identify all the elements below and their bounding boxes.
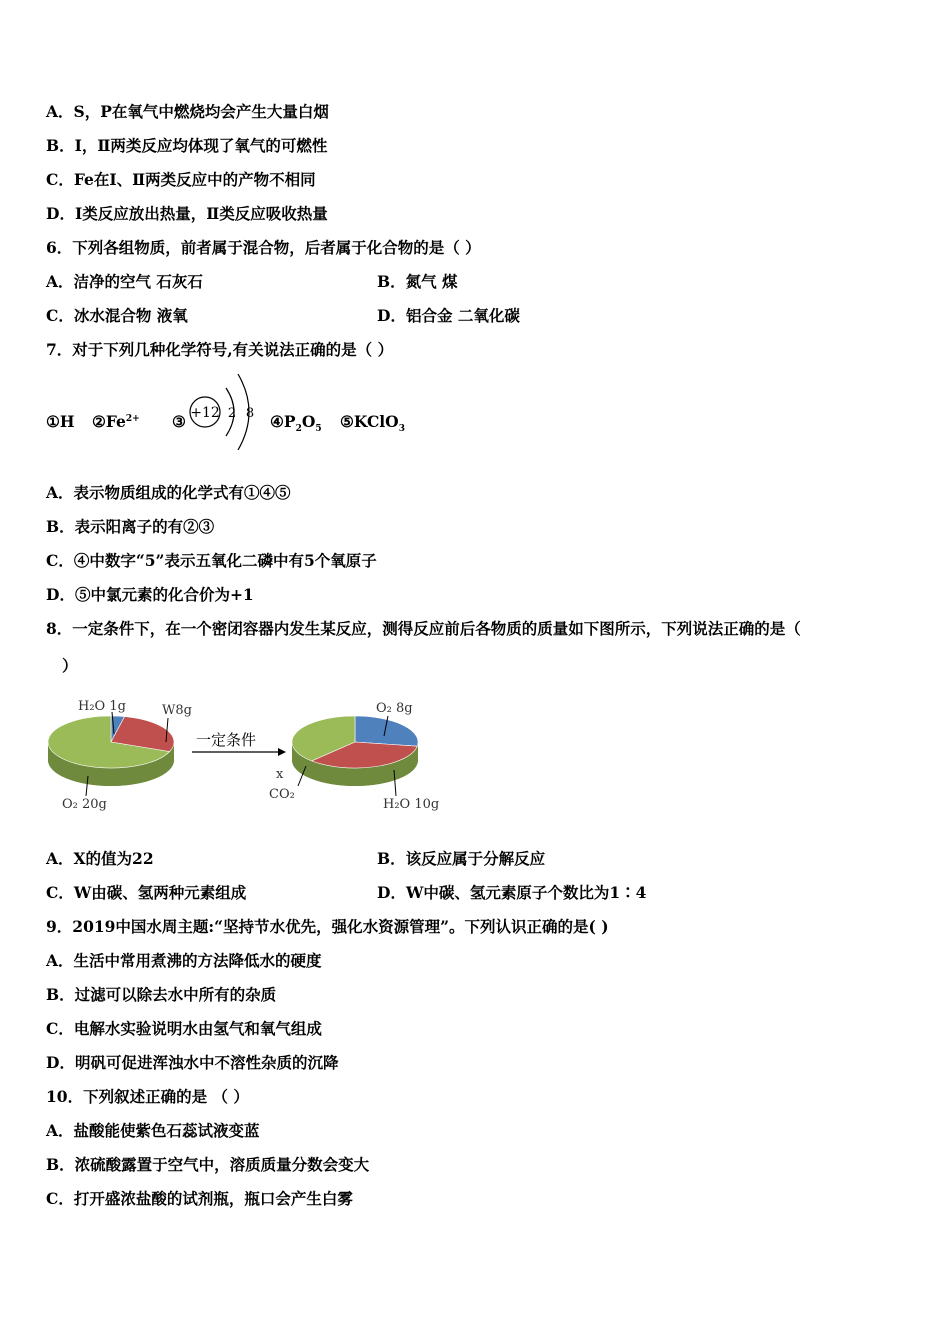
q10-option-a: A．盐酸能使紫色石蕊试液变蓝 — [46, 1121, 260, 1140]
q6-option-c: C．冰水混合物 液氧 — [46, 306, 188, 325]
symbol-h: ①H — [46, 412, 75, 431]
pie-before-label-h2o: H₂O 1g — [78, 699, 126, 714]
q5-option-a: A．S，P在氧气中燃烧均会产生大量白烟 — [46, 102, 329, 121]
pie-after-label-h2o: H₂O 10g — [383, 797, 440, 812]
q9-option-b: B．过滤可以除去水中所有的杂质 — [46, 985, 277, 1004]
atomic-structure-diagram — [186, 370, 266, 450]
q8-stem-line2: ） — [62, 656, 78, 675]
pie-before-label-o2: O₂ 20g — [62, 797, 107, 812]
q9-option-d: D．明矾可促进浑浊水中不溶性杂质的沉降 — [46, 1053, 339, 1072]
pie-after-label-x: x — [276, 767, 284, 782]
q6-option-a: A．洁净的空气 石灰石 — [46, 272, 203, 291]
symbol-3-label: ③ — [172, 412, 186, 431]
reaction-pie-charts — [40, 690, 460, 820]
pie2-slices-slice-0 — [355, 716, 418, 746]
q7-option-d: D．⑤中氯元素的化合价为+1 — [46, 585, 254, 604]
symbol-kclo3: ⑤KClO$_3$ — [340, 412, 405, 435]
q6-stem: 6．下列各组物质，前者属于混合物，后者属于化合物的是（ ） — [46, 238, 481, 257]
q7-option-c: C．④中数字“5”表示五氧化二磷中有5个氧原子 — [46, 551, 377, 570]
pie-after — [292, 716, 418, 786]
pie-after-label-o2: O₂ 8g — [376, 701, 413, 716]
pie-after-label-co2: CO₂ — [269, 787, 295, 802]
q8-option-c: C．W由碳、氢两种元素组成 — [46, 883, 247, 902]
q10-option-c: C．打开盛浓盐酸的试剂瓶，瓶口会产生白雾 — [46, 1189, 353, 1208]
symbol-fe-ion: $②Fe^{2+}$ — [92, 412, 140, 431]
arrow-head-icon — [278, 748, 286, 756]
shell1-electrons: 2 — [227, 406, 237, 421]
q9-option-a: A．生活中常用煮沸的方法降低水的硬度 — [46, 951, 322, 970]
q8-option-a: A．X的值为22 — [46, 849, 154, 868]
q6-option-b: B．氮气 煤 — [377, 272, 458, 291]
q6-option-d: D．铝合金 二氧化碳 — [377, 306, 520, 325]
q5-option-c: C．Fe在Ⅰ、Ⅱ两类反应中的产物不相同 — [46, 170, 316, 189]
q9-option-c: C．电解水实验说明水由氢气和氧气组成 — [46, 1019, 322, 1038]
symbol-p2o5: $④P_2O_5$ — [270, 412, 322, 435]
q8-stem-line1: 8．一定条件下，在一个密闭容器内发生某反应，测得反应前后各物质的质量如下图所示，下列说法正确的是（ — [46, 619, 801, 638]
q8-option-d: D．W中碳、氢元素原子个数比为1∶4 — [377, 883, 647, 902]
q10-option-b: B．浓硫酸露置于空气中，溶质质量分数会变大 — [46, 1155, 370, 1174]
q7-option-b: B．表示阳离子的有②③ — [46, 517, 215, 536]
q10-stem: 10．下列叙述正确的是 （ ） — [46, 1087, 249, 1106]
pie-before-label-w: W8g — [162, 703, 192, 718]
q9-stem: 9．2019中国水周主题:“坚持节水优先，强化水资源管理”。下列认识正确的是( ) — [46, 917, 609, 936]
arrow-label: 一定条件 — [196, 731, 257, 749]
nucleus-charge: +12 — [190, 405, 220, 421]
q5-option-b: B．Ⅰ，Ⅱ两类反应均体现了氧气的可燃性 — [46, 136, 328, 155]
q8-option-b: B．该反应属于分解反应 — [377, 849, 546, 868]
shell2-electrons: 8 — [245, 406, 255, 421]
pie-before — [48, 716, 174, 786]
q7-stem: 7．对于下列几种化学符号,有关说法正确的是（ ） — [46, 340, 394, 359]
q5-option-d: D．Ⅰ类反应放出热量，Ⅱ类反应吸收热量 — [46, 204, 328, 223]
q7-option-a: A．表示物质组成的化学式有①④⑤ — [46, 483, 291, 502]
